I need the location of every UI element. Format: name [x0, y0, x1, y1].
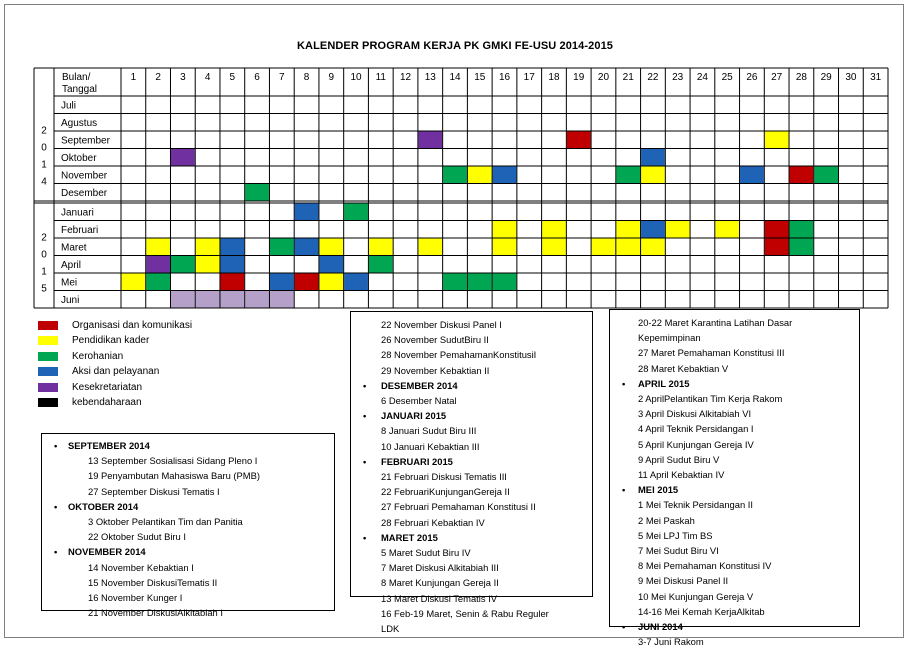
- bullet-icon: •: [363, 410, 367, 422]
- month-label-desember: Desember: [61, 188, 108, 199]
- year-digit: 4: [41, 176, 47, 188]
- program-item: 5 April Kunjungan Gereja IV: [638, 438, 754, 450]
- month-label-november: November: [61, 170, 108, 182]
- calendar-mark-maret-18: [542, 239, 566, 256]
- legend-item: [38, 364, 288, 379]
- program-item: 2 Mei Paskah: [638, 514, 695, 526]
- calendar-mark-november-29: [814, 167, 838, 184]
- calendar-mark-maret-2: [146, 239, 170, 256]
- bullet-icon: •: [622, 484, 626, 496]
- calendar-mark-maret-22: [641, 239, 665, 256]
- calendar-mark-maret-27: [765, 239, 789, 256]
- calendar-mark-mei-8: [295, 274, 319, 291]
- legend-swatch: [38, 383, 58, 392]
- calendar-mark-september-13: [418, 132, 442, 149]
- day-header-3: 3: [180, 72, 186, 83]
- program-item: 9 April Sudut Biru V: [638, 453, 720, 465]
- program-item: 15 November DiskusiTematis II: [88, 576, 218, 588]
- month-label-januari: Januari: [61, 207, 94, 219]
- day-header-12: 12: [399, 72, 412, 83]
- calendar-mark-maret-13: [418, 239, 442, 256]
- month-heading: • MEI 2015: [610, 482, 859, 497]
- program-item: 1 Mei Teknik Persidangan II: [638, 499, 753, 511]
- calendar-mark-februari-21: [616, 221, 640, 238]
- program-item: 3 Oktober Pelantikan Tim dan Panitia: [88, 516, 243, 528]
- program-item: 26 November SudutBiru II: [381, 334, 489, 346]
- legend-item: [38, 395, 288, 410]
- calendar-mark-mei-14: [443, 274, 467, 291]
- legend-label: Organisasi dan komunikasi: [72, 320, 193, 331]
- calendar-mark-november-21: [616, 167, 640, 184]
- calendar-mark-januari-10: [344, 204, 368, 221]
- legend-item: [38, 380, 288, 395]
- month-label-agustus: Agustus: [61, 118, 98, 129]
- day-header-21: 21: [622, 72, 634, 83]
- calendar-mark-maret-5: [220, 239, 244, 256]
- program-item: 13 Maret Diskusi Tematis IV: [381, 592, 498, 604]
- program-item: 10 Mei Kunjungan Gereja V: [638, 590, 754, 602]
- program-item: 3-7 Juni Rakom: [638, 636, 704, 648]
- program-item: 22 Oktober Sudut Biru I: [88, 531, 186, 543]
- program-item: 16 Feb-19 Maret, Senin & Rabu Reguler: [381, 607, 549, 619]
- day-header-8: 8: [303, 72, 310, 83]
- program-item: 16 November Kunger I: [88, 592, 183, 604]
- legend-label: Kerohanian: [72, 350, 124, 362]
- calendar-mark-november-14: [443, 167, 467, 184]
- day-header-19: 19: [573, 72, 585, 83]
- calendar-mark-maret-28: [790, 239, 814, 256]
- calendar-mark-april-2: [146, 256, 170, 273]
- program-item: 4 April Teknik Persidangan I: [638, 423, 754, 435]
- calendar-mark-mei-2: [146, 274, 170, 291]
- program-list-box-2: [350, 311, 593, 635]
- calendar-mark-september-27: [765, 132, 789, 149]
- calendar-mark-februari-27: [765, 221, 789, 238]
- day-header-2: 2: [155, 72, 161, 83]
- program-item: 2 AprilPelantikan Tim Kerja Rakom: [638, 393, 783, 405]
- calendar-mark-november-28: [790, 167, 814, 184]
- month-heading: • NOVEMBER 2014: [42, 544, 334, 559]
- calendar-mark-februari-22: [641, 221, 665, 238]
- calendar-mark-maret-8: [295, 239, 319, 256]
- day-header-18: 18: [548, 72, 560, 83]
- program-item: 7 Mei Sudut Biru VI: [638, 545, 719, 557]
- month-label-april: April: [61, 260, 82, 271]
- legend-swatch: [38, 352, 58, 361]
- program-list-box-3: [609, 309, 860, 648]
- legend-swatch: [38, 367, 58, 376]
- header-tanggal: Tanggal: [62, 84, 98, 95]
- day-header-13: 13: [424, 72, 436, 83]
- program-list-box-1: [41, 433, 335, 619]
- page-title: KALENDER PROGRAM KERJA PK GMKI FE-USU 2014-2015: [296, 40, 614, 52]
- calendar-mark-mei-10: [344, 274, 368, 291]
- program-item: 10 Januari Kebaktian III: [381, 440, 480, 452]
- program-item: 27 September Diskusi Tematis I: [88, 485, 220, 497]
- program-item: 21 November DiskusiAlkitabiah I: [88, 607, 223, 619]
- program-item: 14-16 Mei Kemah KerjaAlkitab: [638, 605, 765, 617]
- bullet-icon: •: [622, 377, 626, 389]
- calendar-mark-maret-9: [319, 239, 343, 256]
- day-header-5: 5: [229, 72, 236, 83]
- calendar-mark-juni-4: [196, 291, 220, 308]
- bullet-icon: •: [622, 621, 626, 633]
- program-item: 28 November PemahamanKonstitusiI: [381, 349, 537, 361]
- calendar-mark-februari-23: [666, 221, 690, 238]
- calendar-mark-april-11: [369, 256, 393, 273]
- month-label-maret: Maret: [61, 242, 87, 254]
- day-header-6: 6: [254, 72, 260, 83]
- calendar-mark-juni-6: [245, 291, 269, 308]
- month-heading: • SEPTEMBER 2014: [42, 438, 334, 453]
- calendar-mark-april-4: [196, 256, 220, 273]
- calendar-mark-oktober-22: [641, 149, 665, 166]
- day-header-23: 23: [672, 72, 684, 83]
- day-header-16: 16: [498, 72, 511, 83]
- legend-swatch: [38, 321, 58, 330]
- day-header-29: 29: [820, 72, 832, 83]
- month-label-februari: Februari: [61, 225, 99, 236]
- year-digit: 1: [41, 266, 47, 278]
- program-item: 8 Januari Sudut Biru III: [381, 425, 477, 437]
- legend-label: Aksi dan pelayanan: [72, 366, 160, 378]
- legend-item: [38, 349, 288, 364]
- calendar-mark-mei-5: [220, 274, 244, 291]
- calendar-mark-november-22: [641, 167, 665, 184]
- calendar-mark-juni-3: [171, 291, 195, 308]
- calendar-mark-april-5: [220, 256, 244, 273]
- month-heading: • OKTOBER 2014: [42, 499, 334, 514]
- bullet-icon: •: [363, 379, 367, 391]
- calendar-mark-februari-28: [790, 221, 814, 238]
- year-digit: 5: [41, 283, 47, 295]
- day-header-9: 9: [328, 72, 335, 83]
- legend-label: Pendidikan kader: [72, 335, 150, 347]
- month-heading: • APRIL 2015: [610, 376, 859, 391]
- legend-item: [38, 333, 288, 348]
- year-digit: 1: [41, 159, 47, 171]
- day-header-10: 10: [350, 72, 362, 83]
- calendar-mark-februari-16: [493, 221, 517, 238]
- bullet-icon: •: [54, 440, 58, 451]
- month-heading: • FEBRUARI 2015: [351, 454, 592, 469]
- day-header-25: 25: [721, 72, 733, 83]
- day-header-7: 7: [279, 72, 285, 83]
- legend-swatch: [38, 336, 58, 345]
- program-item: 8 Maret Kunjungan Gereja II: [381, 577, 499, 589]
- calendar-mark-juni-5: [220, 291, 244, 308]
- month-label-mei: Mei: [61, 277, 78, 289]
- month-heading: • MARET 2015: [351, 530, 592, 545]
- program-item: 28 Maret Kebaktian V: [638, 362, 729, 374]
- day-header-24: 24: [696, 72, 708, 83]
- program-item: 29 November Kebaktian II: [381, 364, 490, 376]
- calendar-mark-maret-21: [616, 239, 640, 256]
- program-item: 22 November Diskusi Panel I: [381, 319, 502, 330]
- calendar-mark-maret-20: [592, 239, 616, 256]
- day-header-31: 31: [870, 72, 882, 83]
- program-item: 7 Maret Diskusi Alkitabiah III: [381, 562, 499, 574]
- bullet-icon: •: [54, 546, 58, 558]
- month-label-juni: Juni: [61, 295, 80, 306]
- program-item: 5 Mei LPJ Tim BS: [638, 529, 713, 541]
- calendar-mark-mei-16: [493, 274, 517, 291]
- calendar-grid: [0, 0, 910, 310]
- program-item: 20-22 Maret Karantina Latihan Dasar: [638, 317, 793, 328]
- program-item: 11 April Kebaktian IV: [638, 469, 725, 481]
- calendar-mark-maret-7: [270, 239, 294, 256]
- calendar-mark-november-26: [740, 167, 764, 184]
- calendar-mark-oktober-3: [171, 149, 195, 166]
- month-label-september: September: [61, 135, 110, 147]
- calendar-mark-november-15: [468, 167, 492, 184]
- bullet-icon: •: [54, 500, 58, 512]
- program-item: 3 April Diskusi Alkitabiah VI: [638, 408, 752, 420]
- year-digit: 0: [41, 249, 47, 261]
- day-header-1: 1: [130, 72, 137, 83]
- day-header-28: 28: [795, 72, 807, 83]
- calendar-mark-mei-1: [122, 274, 146, 291]
- calendar-mark-mei-7: [270, 274, 294, 291]
- program-item: Kepemimpinan: [638, 332, 701, 344]
- program-item: 9 Mei Diskusi Panel II: [638, 575, 729, 587]
- calendar-mark-mei-15: [468, 274, 492, 291]
- month-label-juli: Juli: [61, 100, 77, 112]
- legend-label: Kesekretariatan: [72, 381, 143, 393]
- program-item: 27 Maret Pemahaman Konstitusi III: [638, 347, 785, 359]
- calendar-mark-mei-9: [319, 274, 343, 291]
- program-item: 22 FebruariKunjunganGereja II: [381, 486, 510, 498]
- legend-item: [38, 318, 288, 333]
- program-item: 6 Desember Natal: [381, 395, 457, 407]
- calendar-mark-desember-6: [245, 184, 269, 201]
- day-header-20: 20: [597, 72, 610, 83]
- year-digit: 2: [41, 232, 47, 244]
- program-item: 14 November Kebaktian I: [88, 561, 194, 573]
- month-heading: • JANUARI 2015: [351, 408, 592, 423]
- calendar-mark-januari-8: [295, 204, 319, 221]
- program-item: LDK: [381, 623, 400, 635]
- month-heading: • JUNI 2014: [610, 619, 859, 634]
- day-header-17: 17: [523, 72, 535, 83]
- program-item: 28 Februari Kebaktian IV: [381, 516, 485, 528]
- bullet-icon: •: [363, 455, 367, 467]
- calendar-mark-februari-25: [715, 221, 739, 238]
- year-digit: 2: [41, 125, 47, 137]
- day-header-14: 14: [449, 72, 461, 83]
- day-header-22: 22: [647, 72, 659, 83]
- program-item: 5 Maret Sudut Biru IV: [381, 547, 471, 559]
- program-item: 27 Februari Pemahaman Konstitusi II: [381, 501, 536, 513]
- legend-label: kebendaharaan: [72, 396, 142, 408]
- legend-swatch: [38, 398, 58, 407]
- calendar-mark-juni-7: [270, 291, 294, 308]
- month-label-oktober: Oktober: [61, 153, 97, 164]
- program-item: 13 September Sosialisasi Sidang Pleno I: [88, 455, 258, 467]
- day-header-26: 26: [746, 72, 758, 83]
- program-item: 21 Februari Diskusi Tematis III: [381, 471, 507, 483]
- month-heading: • DESEMBER 2014: [351, 378, 592, 393]
- day-header-15: 15: [474, 72, 486, 83]
- calendar-mark-maret-16: [493, 239, 517, 256]
- day-header-4: 4: [204, 72, 211, 83]
- day-header-27: 27: [771, 72, 783, 83]
- calendar-mark-september-19: [567, 132, 591, 149]
- header-bulan: Bulan/: [62, 72, 91, 83]
- legend: [38, 318, 288, 410]
- calendar-mark-november-16: [493, 167, 517, 184]
- calendar-mark-maret-4: [196, 239, 220, 256]
- day-header-30: 30: [845, 72, 857, 83]
- program-item: 19 Penyambutan Mahasiswa Baru (PMB): [88, 470, 260, 482]
- calendar-mark-februari-18: [542, 221, 566, 238]
- day-header-11: 11: [375, 72, 386, 83]
- calendar-mark-april-9: [319, 256, 343, 273]
- bullet-icon: •: [363, 531, 367, 543]
- calendar-mark-maret-11: [369, 239, 393, 256]
- year-digit: 0: [41, 142, 47, 154]
- calendar-mark-april-3: [171, 256, 195, 273]
- program-item: 8 Mei Pemahaman Konstitusi IV: [638, 560, 772, 572]
